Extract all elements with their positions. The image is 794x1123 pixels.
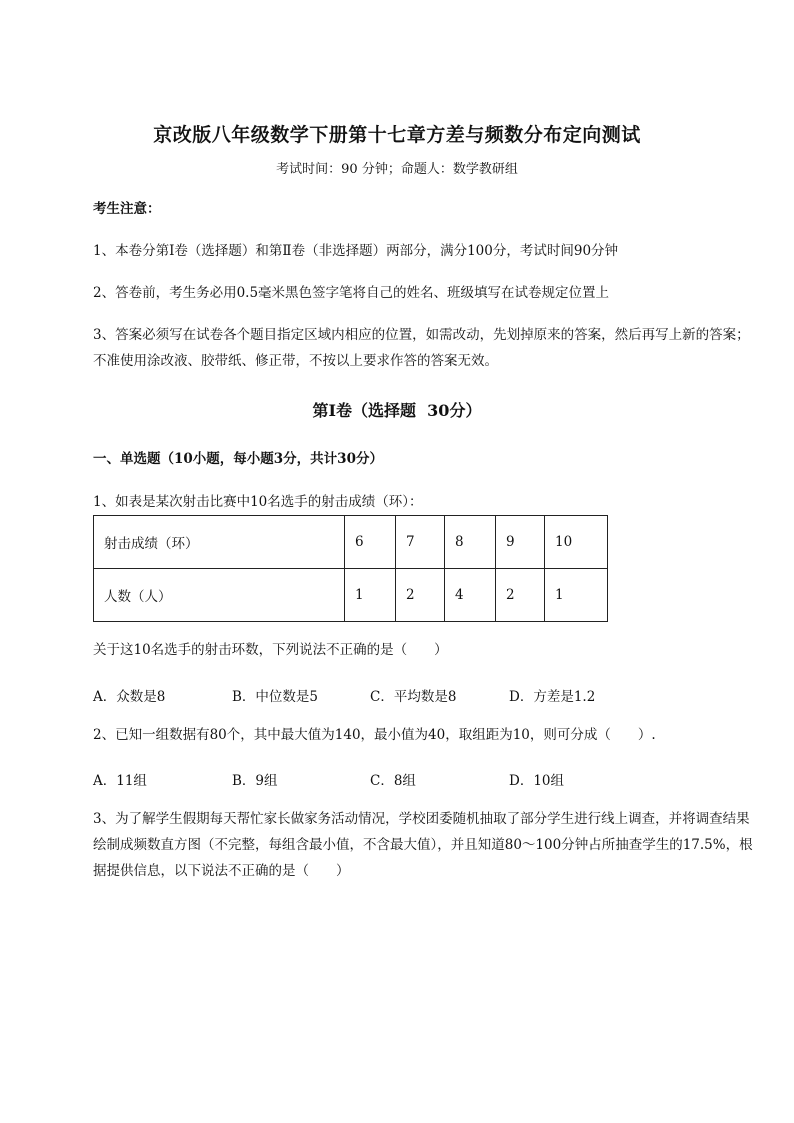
document-title: 京改版八年级数学下册第十七章方差与频数分布定向测试 — [153, 124, 641, 146]
question-3-stem: 3、为了解学生假期每天帮忙家长做家务活动情况，学校团委随机抽取了部分学生进行线上调查，并将调查结果绘制成频数直方图（不完整，每组含最小值，不含最大值），并且知道80～100分钟占所抽查学生的17.5%，根据提供信息，以下说法不正确的是（ ） — [93, 811, 753, 879]
question-1-option-a: A．众数是8 — [93, 689, 166, 705]
question-1-option-d: D．方差是1.2 — [509, 689, 596, 705]
table-cell: 8 — [445, 516, 496, 569]
question-2-option-c: C．8组 — [370, 773, 416, 789]
question-2-option-b: B．9组 — [232, 773, 278, 789]
question-1-option-b: B．中位数是5 — [232, 689, 319, 705]
question-2-stem: 2、已知一组数据有80个，其中最大值为140，最小值为40，取组距为10，则可分成（ ）. — [93, 727, 656, 743]
section-title: 第Ⅰ卷（选择题 30分） — [312, 401, 482, 420]
notice-item: 3、答案必须写在试卷各个题目指定区域内相应的位置，如需改动，先划掉原来的答案，然后再写上新的答案；不准使用涂改液、胶带纸、修正带，不按以上要求作答的答案无效。 — [93, 327, 750, 369]
table-cell: 1 — [345, 569, 396, 622]
score-table — [93, 515, 608, 622]
table-cell: 7 — [396, 516, 445, 569]
question-1-prompt: 关于这10名选手的射击环数，下列说法不正确的是（ ） — [93, 642, 448, 658]
table-row — [94, 569, 608, 622]
table-cell: 10 — [545, 516, 608, 569]
table-row — [94, 516, 608, 569]
table-cell: 4 — [445, 569, 496, 622]
question-2-option-a: A．11组 — [93, 773, 147, 789]
question-2-option-d: D．10组 — [509, 773, 565, 789]
table-cell: 2 — [496, 569, 545, 622]
table-cell: 2 — [396, 569, 445, 622]
table-cell: 人数（人） — [94, 569, 345, 622]
notice-heading: 考生注意： — [93, 201, 161, 217]
notice-item: 2、答卷前，考生务必用0.5毫米黑色签字笔将自己的姓名、班级填写在试卷规定位置上 — [93, 285, 610, 301]
part-heading: 一、单选题（10小题，每小题3分，共计30分） — [93, 451, 383, 467]
table-cell: 6 — [345, 516, 396, 569]
notice-item: 1、本卷分第Ⅰ卷（选择题）和第Ⅱ卷（非选择题）两部分，满分100分，考试时间90分钟 — [93, 243, 619, 259]
table-cell: 射击成绩（环） — [94, 516, 345, 569]
question-1-stem: 1、如表是某次射击比赛中10名选手的射击成绩（环）： — [93, 494, 423, 510]
question-1-option-c: C．平均数是8 — [370, 689, 457, 705]
table-cell: 1 — [545, 569, 608, 622]
document-subtitle: 考试时间：90 分钟；命题人：数学教研组 — [276, 162, 518, 177]
table-cell: 9 — [496, 516, 545, 569]
